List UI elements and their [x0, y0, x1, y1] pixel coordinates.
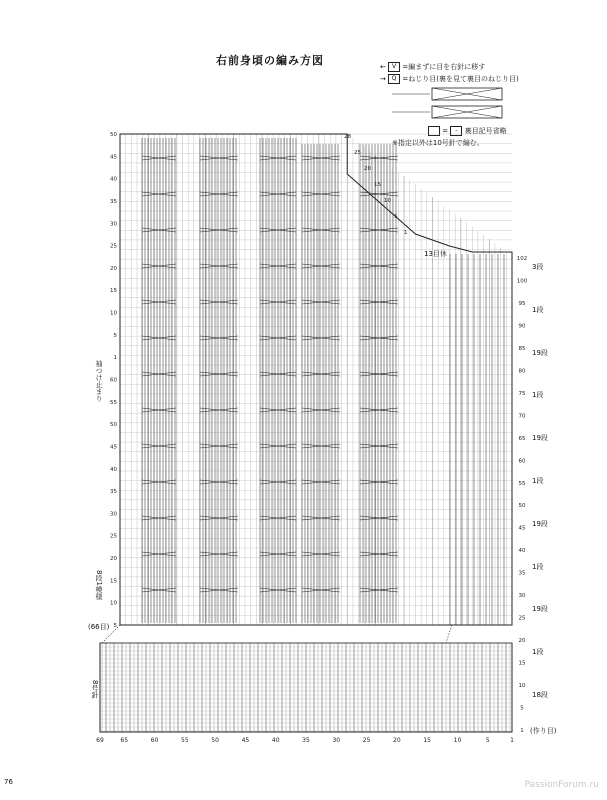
- right-tick-label: 45: [518, 525, 526, 532]
- left-tick-label: 35: [110, 489, 117, 496]
- right-tick-label: 15: [518, 660, 526, 667]
- right-row-count-label: 19段: [532, 519, 548, 528]
- right-row-count-label: 19段: [532, 434, 548, 443]
- right-tick-label: 100: [516, 278, 528, 285]
- right-tick-label: 70: [518, 413, 526, 420]
- chart-outline: [120, 134, 512, 625]
- page-title: 右前身頃の編み方図: [216, 54, 324, 67]
- arrow-left-icon: ←: [380, 63, 386, 71]
- right-tick-label: 20: [518, 638, 526, 645]
- right-row-count-label: 1段: [532, 477, 544, 485]
- left-tick-label: 30: [110, 511, 117, 518]
- left-tick-label: 30: [110, 221, 117, 228]
- bottom-tick-label: 45: [241, 737, 250, 744]
- bottom-tick-label: 69: [96, 737, 104, 744]
- right-tick-label: 10: [518, 683, 526, 690]
- bottom-tick-label: 5: [485, 737, 490, 744]
- right-tick-label: 50: [518, 503, 526, 510]
- bottom-tick-label: 50: [211, 737, 219, 744]
- arrow-right-icon: →: [380, 75, 386, 83]
- legend-equals: =: [442, 127, 449, 135]
- left-tick-label: 5: [113, 332, 117, 339]
- left-tick-label: 20: [110, 556, 117, 563]
- right-row-count-label: 18段: [532, 691, 548, 699]
- rib-pattern-label: 8段1模様: [95, 570, 103, 600]
- neck-tick-label: 20: [364, 166, 371, 172]
- page-number: 76: [4, 778, 13, 786]
- legend-slip-text: =編まずに目を右針に移す: [402, 63, 486, 71]
- right-row-count-label: 1段: [532, 562, 544, 571]
- bottom-tick-label: 40: [271, 737, 280, 744]
- right-tick-label: 60: [518, 458, 526, 465]
- left-tick-label: 35: [110, 198, 117, 205]
- left-tick-label: 15: [110, 288, 117, 295]
- stitch-count-label: (66目): [88, 623, 110, 631]
- right-tick-label: 90: [518, 323, 526, 330]
- cast-on-label: (作り目): [530, 727, 557, 735]
- bottom-tick-label: 25: [362, 737, 371, 744]
- needle-note: ※指定以外は10号針で編む。: [392, 139, 484, 147]
- bottom-tick-label: 30: [332, 737, 341, 744]
- watermark: PassionForum.ru: [524, 780, 599, 790]
- right-row-count-label: 19段: [532, 605, 548, 614]
- bottom-tick-label: 65: [120, 737, 129, 744]
- right-tick-label: 85: [518, 345, 526, 352]
- left-tick-label: 5: [113, 623, 117, 629]
- left-tick-label: 40: [110, 176, 117, 183]
- left-tick-label: 1: [113, 355, 117, 362]
- right-tick-label: 75: [518, 390, 526, 397]
- neck-tick-label: 5: [394, 214, 398, 220]
- right-row-count-label: 19段: [532, 348, 548, 357]
- bottom-tick-label: 20: [393, 737, 401, 744]
- sleeve-stop-label: 袖つけ止まり: [95, 360, 103, 402]
- neck-tick-label: 25: [354, 150, 361, 156]
- left-tick-label: 10: [110, 600, 117, 607]
- left-tick-label: 15: [110, 578, 117, 585]
- left-tick-label: 20: [110, 265, 117, 272]
- shoulder-bind-label: 13目休: [424, 250, 447, 258]
- bottom-tick-label: 10: [453, 737, 462, 744]
- transfer-dotted-line: [446, 625, 452, 643]
- bottom-tick-label: 55: [181, 737, 189, 744]
- right-tick-label: 65: [518, 435, 526, 442]
- neck-tick-label: 10: [384, 198, 391, 204]
- left-tick-label: 50: [110, 422, 117, 429]
- left-tick-label: 50: [110, 132, 117, 138]
- right-tick-label: 30: [518, 593, 526, 600]
- right-row-count-label: 1段: [532, 305, 544, 314]
- right-tick-label: 80: [518, 368, 526, 375]
- right-tick-label: 5: [520, 705, 524, 712]
- bottom-tick-label: 35: [302, 737, 310, 744]
- legend-twist-text: =ねじり目(裏を見て裏目のねじり目): [402, 75, 519, 83]
- bottom-tick-label: 60: [150, 737, 159, 744]
- legend-purl-text: 裏目記号省略: [464, 127, 507, 135]
- right-row-count-label: 1段: [532, 391, 544, 400]
- neck-tick-label: 15: [374, 182, 381, 188]
- slip-stitch-icon: V: [388, 62, 400, 72]
- left-tick-label: 40: [110, 466, 117, 473]
- right-tick-label: 35: [518, 570, 526, 577]
- left-tick-label: 60: [110, 377, 117, 384]
- needle-size-label: 8号針: [91, 680, 99, 699]
- right-row-count-label: 1段: [532, 648, 544, 657]
- left-tick-label: 10: [110, 310, 117, 317]
- left-tick-label: 55: [110, 399, 117, 406]
- right-tick-label: 25: [518, 615, 526, 622]
- left-tick-label: 25: [110, 243, 117, 250]
- left-tick-label: 45: [110, 154, 117, 161]
- right-row-count-label: 3段: [532, 263, 544, 271]
- right-tick-label: 40: [518, 548, 526, 555]
- right-tick-label: 102: [516, 256, 528, 262]
- right-tick-label: 95: [518, 300, 526, 307]
- right-tick-label: 1: [520, 728, 524, 734]
- purl-cell-icon: -: [450, 126, 462, 136]
- neck-tick-label: 1: [404, 230, 408, 236]
- twist-stitch-icon: Q: [388, 74, 400, 84]
- bottom-tick-label: 15: [423, 737, 431, 744]
- right-tick-label: 55: [518, 480, 526, 487]
- left-tick-label: 45: [110, 444, 117, 451]
- left-tick-label: 25: [110, 533, 117, 540]
- bottom-tick-label: 1: [510, 737, 514, 744]
- neck-tick-label: 28: [344, 134, 351, 140]
